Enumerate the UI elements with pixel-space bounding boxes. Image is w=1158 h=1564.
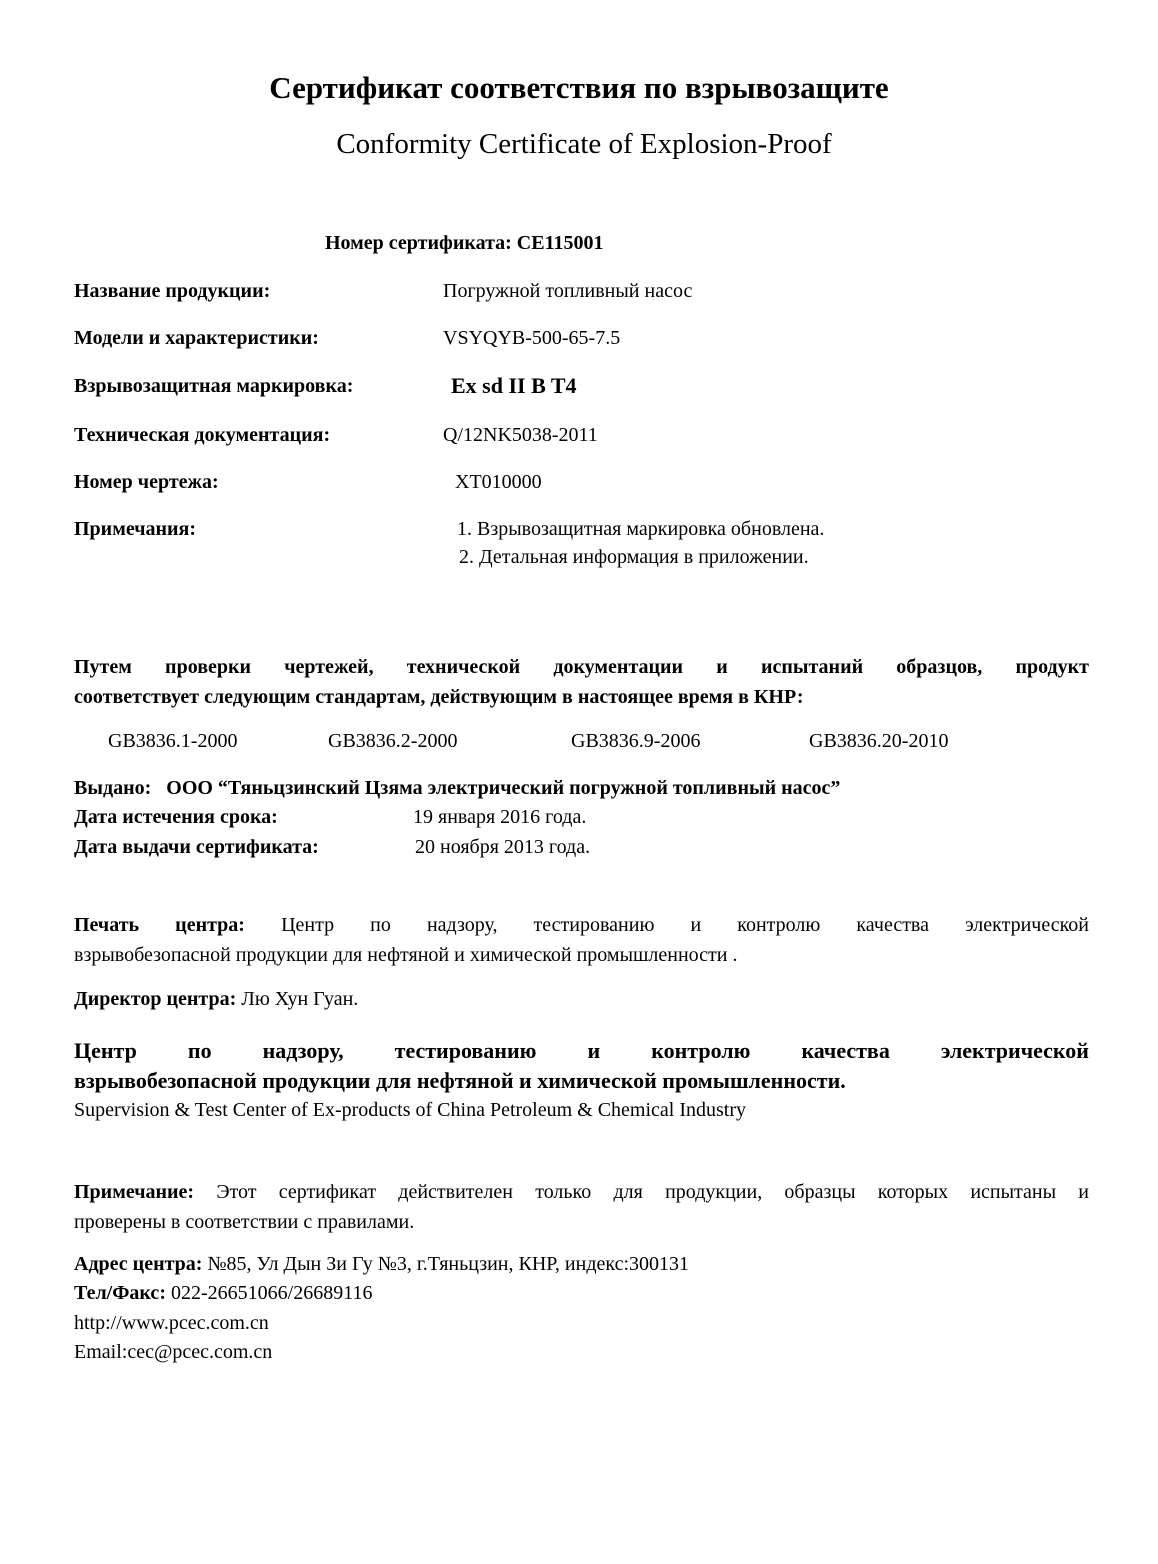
center-name-line-1: Центр по надзору, тестированию и контролю качества электрической xyxy=(74,1038,1089,1063)
product-name-label: Название продукции: xyxy=(74,280,271,302)
tech-docs-label: Техническая документация: xyxy=(74,424,331,446)
compliance-line-2: соответствует следующим стандартам, действующим в настоящее время в КНР: xyxy=(74,686,804,708)
explosion-marking-label: Взрывозащитная маркировка: xyxy=(74,375,354,397)
email-link[interactable]: Email:cec@pcec.com.cn xyxy=(74,1341,273,1363)
note-line-2: проверены в соответствии с правилами. xyxy=(74,1211,415,1233)
tech-docs-value: Q/12NK5038-2011 xyxy=(443,424,598,446)
center-name xyxy=(74,1036,1089,1096)
explosion-marking-value: Ex sd II B T4 xyxy=(451,373,577,398)
phone-fax xyxy=(74,1282,372,1305)
document-subtitle: Conformity Certificate of Explosion-Proof xyxy=(336,128,832,160)
issued-by-value: ООО “Тяньцзинский Цзяма электрический погружной топливный насос” xyxy=(166,777,841,799)
center-name-line-2: взрывобезопасной продукции для нефтяной и химической промышленности. xyxy=(74,1068,846,1093)
expiry-date-label: Дата истечения срока: xyxy=(74,806,278,828)
seal-statement xyxy=(74,910,1089,970)
director-label: Директор центра: xyxy=(74,988,237,1010)
center-address xyxy=(74,1253,689,1276)
note-line-1: Этот сертификат действителен только для продукции, образцы которых испытаны и xyxy=(216,1181,1089,1203)
address-value: №85, Ул Дын Зи Гу №3, г.Тяньцзин, КНР, индекс:300131 xyxy=(207,1253,690,1275)
remarks-label: Примечания: xyxy=(74,518,197,540)
product-name-value: Погружной топливный насос xyxy=(443,280,693,302)
compliance-line-1: Путем проверки чертежей, технической документации и испытаний образцов, продукт xyxy=(74,656,1089,678)
expiry-date-value: 19 января 2016 года. xyxy=(413,806,587,828)
standard-3: GB3836.9-2006 xyxy=(571,730,701,752)
address-label: Адрес центра: xyxy=(74,1253,203,1275)
issue-date-value: 20 ноября 2013 года. xyxy=(415,836,591,858)
seal-line-2: взрывобезопасной продукции для нефтяной и химической промышленности . xyxy=(74,944,738,966)
center-name-english: Supervision & Test Center of Ex-products of China Petroleum & Chemical Industry xyxy=(74,1099,747,1121)
director-name: Лю Хун Гуан. xyxy=(241,988,359,1010)
director xyxy=(74,988,358,1011)
standard-1: GB3836.1-2000 xyxy=(108,730,238,752)
standard-2: GB3836.2-2000 xyxy=(328,730,458,752)
certificate-number-value: CE115001 xyxy=(516,232,604,254)
issued-by-label: Выдано: xyxy=(74,777,152,799)
issued-by xyxy=(74,777,840,800)
drawing-number-label: Номер чертежа: xyxy=(74,471,219,493)
standard-4: GB3836.20-2010 xyxy=(809,730,949,752)
document-title: Сертификат соответствия по взрывозащите xyxy=(269,70,889,105)
seal-line-1: Центр по надзору, тестированию и контролю качества электрической xyxy=(281,914,1090,936)
phone-value: 022-26651066/26689116 xyxy=(170,1282,373,1304)
seal-label: Печать центра: xyxy=(74,914,245,936)
certificate-number xyxy=(325,232,603,255)
models-value: VSYQYB-500-65-7.5 xyxy=(443,327,621,349)
issue-date-label: Дата выдачи сертификата: xyxy=(74,836,319,858)
remarks-item-2: 2. Детальная информация в приложении. xyxy=(459,546,809,568)
models-label: Модели и характеристики: xyxy=(74,327,319,349)
compliance-statement xyxy=(74,652,1089,712)
note-label: Примечание: xyxy=(74,1181,195,1203)
note xyxy=(74,1177,1089,1237)
drawing-number-value: XT010000 xyxy=(455,471,542,493)
remarks-item-1: 1. Взрывозащитная маркировка обновлена. xyxy=(457,518,825,540)
phone-label: Тел/Факс: xyxy=(74,1282,166,1304)
website-link[interactable]: http://www.pcec.com.cn xyxy=(74,1312,269,1334)
certificate-number-label: Номер сертификата: xyxy=(325,232,512,254)
